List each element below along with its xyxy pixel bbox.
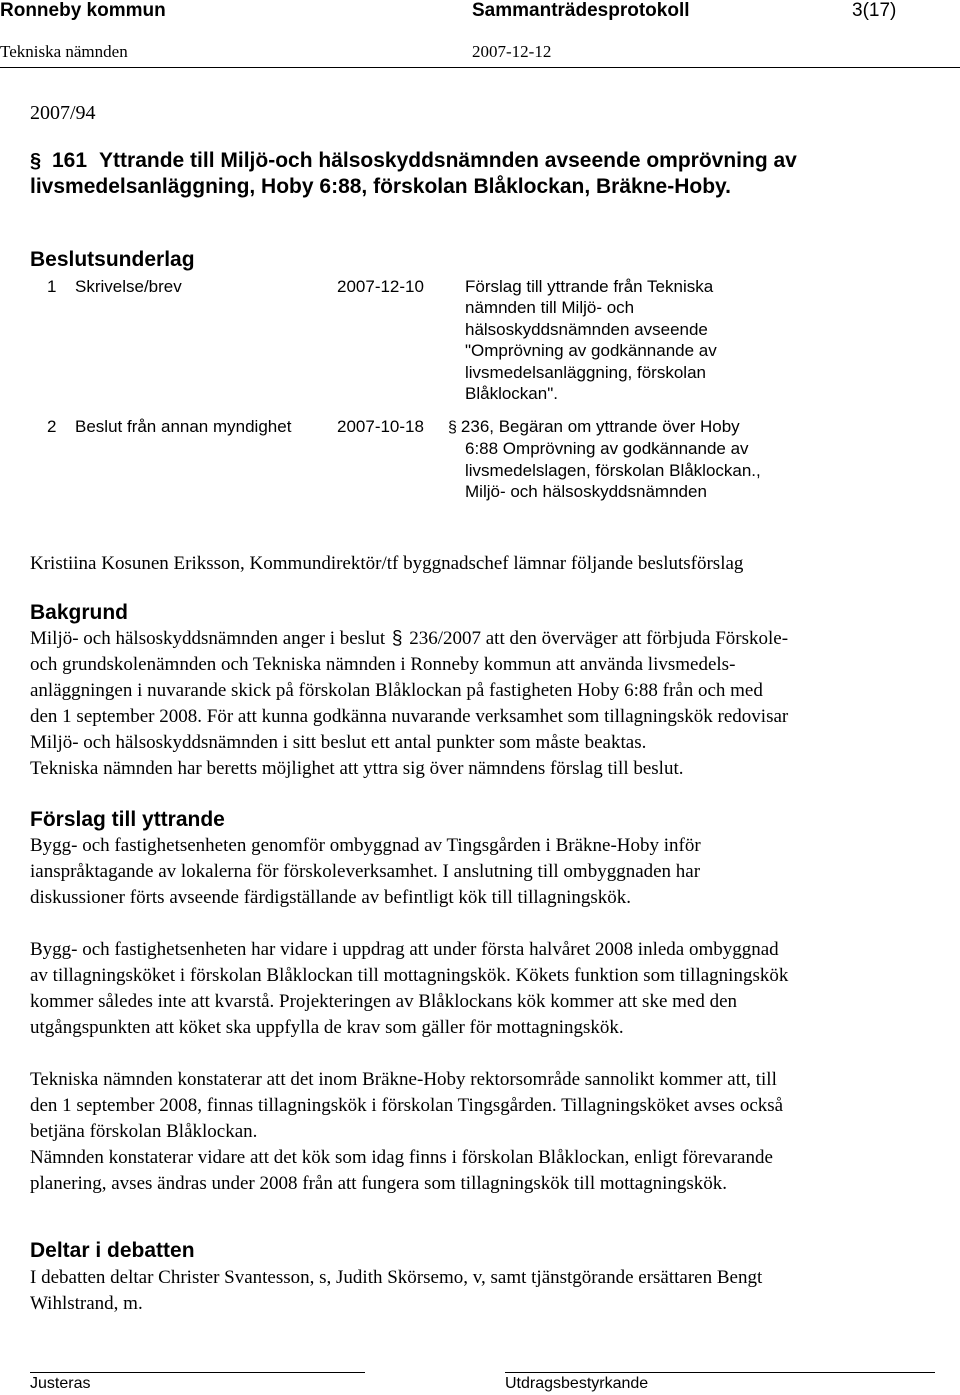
forslag-line: av tillagningsköket i förskolan Blåklockan till mottagningskök. Kökets funktion som tillagningskök	[30, 965, 789, 987]
doc-desc-line: Miljö- och hälsoskyddsnämnden	[465, 482, 707, 502]
forslag-line: diskussioner förts avseende färdigställande av befintligt kök till tillagningskök.	[30, 887, 632, 909]
heading-beslutsunderlag: Beslutsunderlag	[30, 248, 195, 271]
forslag-line: betjäna förskolan Blåklockan.	[30, 1121, 258, 1143]
heading-bakgrund: Bakgrund	[30, 601, 129, 624]
forslag-line: Bygg- och fastighetsenheten genomför ombyggnad av Tingsgården i Bräkne-Hoby inför	[30, 835, 701, 856]
doc-desc-line: livsmedelslagen, förskolan Blåklockan.,	[465, 460, 761, 480]
footer-utdragsbestyrkande: Utdragsbestyrkande	[505, 1375, 649, 1392]
document-row	[47, 276, 807, 406]
doc-desc-line: 236, Begäran om yttrande över Hoby	[460, 417, 740, 436]
bakgrund-line: Miljö- och hälsoskyddsnämnden anger i beslut	[30, 628, 386, 649]
forslag-line: Tekniska nämnden konstaterar att det inom Bräkne-Hoby rektorsområde sannolikt kommer att, till	[30, 1069, 777, 1090]
debatt-text	[30, 1265, 935, 1317]
heading-debatt: Deltar i debatten	[30, 1239, 195, 1262]
item-title-line2: livsmedelsanläggning, Hoby 6:88, förskolan Blåklockan, Bräkne-Hoby.	[30, 175, 731, 198]
forslag-line: planering, avses ändras under 2008 från att fungera som tillagningskök till mottagningskök.	[30, 1173, 728, 1195]
paragraph-icon: §	[448, 419, 457, 436]
bakgrund-line: den 1 september 2008. För att kunna godkänna nuvarande verksamhet som tillagningskök redovisar	[30, 706, 789, 728]
doc-type: Beslut från annan myndighet	[75, 417, 292, 436]
doc-date: 2007-10-18	[337, 417, 424, 436]
paragraph-icon: §	[30, 150, 42, 172]
doc-number: 1	[47, 277, 57, 296]
paragraph-icon: §	[391, 628, 403, 649]
bakgrund-line: Miljö- och hälsoskyddsnämnden i sitt beslut ett antal punkter som måste beaktas.	[30, 732, 647, 754]
footer-rule-right	[505, 1372, 935, 1373]
forslag-line: den 1 september 2008, finnas tillagningskök i förskolan Tingsgården. Tillagningsköket avses också	[30, 1095, 784, 1117]
meeting-date: 2007-12-12	[472, 42, 552, 61]
page-number: 3(17)	[852, 0, 897, 21]
document-type: Sammanträdesprotokoll	[472, 0, 690, 21]
forslag-paragraph	[30, 833, 935, 911]
footer-justeras: Justeras	[30, 1375, 91, 1392]
doc-type: Skrivelse/brev	[75, 277, 182, 296]
item-number: 161	[52, 149, 88, 172]
footer-rule-left	[30, 1372, 365, 1373]
doc-desc-line: livsmedelsanläggning, förskolan	[465, 362, 706, 382]
doc-desc-line: nämnden till Miljö- och	[465, 298, 635, 318]
bakgrund-line: anläggningen i nuvarande skick på förskolan Blåklockan på fastigheten Hoby 6:88 från och med	[30, 680, 763, 702]
forslag-line: ianspråktagande av lokalerna för förskoleverksamhet. I anslutning till ombyggnaden har	[30, 861, 701, 883]
doc-description	[465, 276, 795, 404]
proposal-intro-text: Kristiina Kosunen Eriksson, Kommundirektör/tf byggnadschef lämnar följande beslutsförslag	[30, 553, 744, 574]
doc-number: 2	[47, 417, 57, 436]
proposal-intro	[30, 551, 935, 577]
document-row	[47, 416, 807, 506]
bakgrund-line: och grundskolenämnden och Tekniska nämnden i Ronneby kommun att använda livsmedels-	[30, 654, 736, 676]
case-number: 2007/94	[30, 102, 96, 124]
municipality-name: Ronneby kommun	[0, 0, 166, 21]
doc-date: 2007-12-10	[337, 277, 424, 296]
doc-desc-line: hälsoskyddsnämnden avseende	[465, 319, 708, 339]
item-title-line1: Yttrande till Miljö-och hälsoskyddsnämnden avseende omprövning av	[99, 149, 797, 172]
forslag-line: kommer således inte att kvarstå. Projekteringen av Blåklockans kök kommer att ske med den	[30, 991, 738, 1013]
debatt-line: I debatten deltar Christer Svantesson, s, Judith Skörsemo, v, samt tjänstgörande ersättaren Bengt	[30, 1267, 763, 1288]
item-title	[30, 148, 797, 200]
doc-desc-line: Förslag till yttrande från Tekniska	[465, 277, 714, 296]
forslag-paragraph	[30, 1067, 935, 1197]
forslag-line: Nämnden konstaterar vidare att det kök som idag finns i förskolan Blåklockan, enligt förevarande	[30, 1147, 773, 1169]
forslag-paragraph	[30, 937, 935, 1041]
doc-description	[448, 416, 808, 503]
forslag-line: utgångspunkten att köket ska uppfylla de krav som gäller för mottagningskök.	[30, 1017, 624, 1039]
doc-desc-line: 6:88 Omprövning av godkännande av	[465, 439, 749, 459]
bakgrund-text	[30, 626, 935, 783]
debatt-line: Wihlstrand, m.	[30, 1293, 143, 1315]
header-rule	[0, 67, 960, 68]
heading-forslag: Förslag till yttrande	[30, 808, 225, 831]
committee-name: Tekniska nämnden	[0, 42, 128, 61]
bakgrund-line: Tekniska nämnden har beretts möjlighet att yttra sig över nämndens förslag till beslut.	[30, 758, 684, 780]
bakgrund-line: 236/2007 att den överväger att förbjuda Förskole-	[409, 628, 789, 649]
doc-desc-line: "Omprövning av godkännande av	[465, 341, 717, 361]
doc-desc-line: Blåklockan".	[465, 384, 558, 404]
forslag-line: Bygg- och fastighetsenheten har vidare i uppdrag att under första halvåret 2008 inleda ombyggnad	[30, 939, 779, 960]
